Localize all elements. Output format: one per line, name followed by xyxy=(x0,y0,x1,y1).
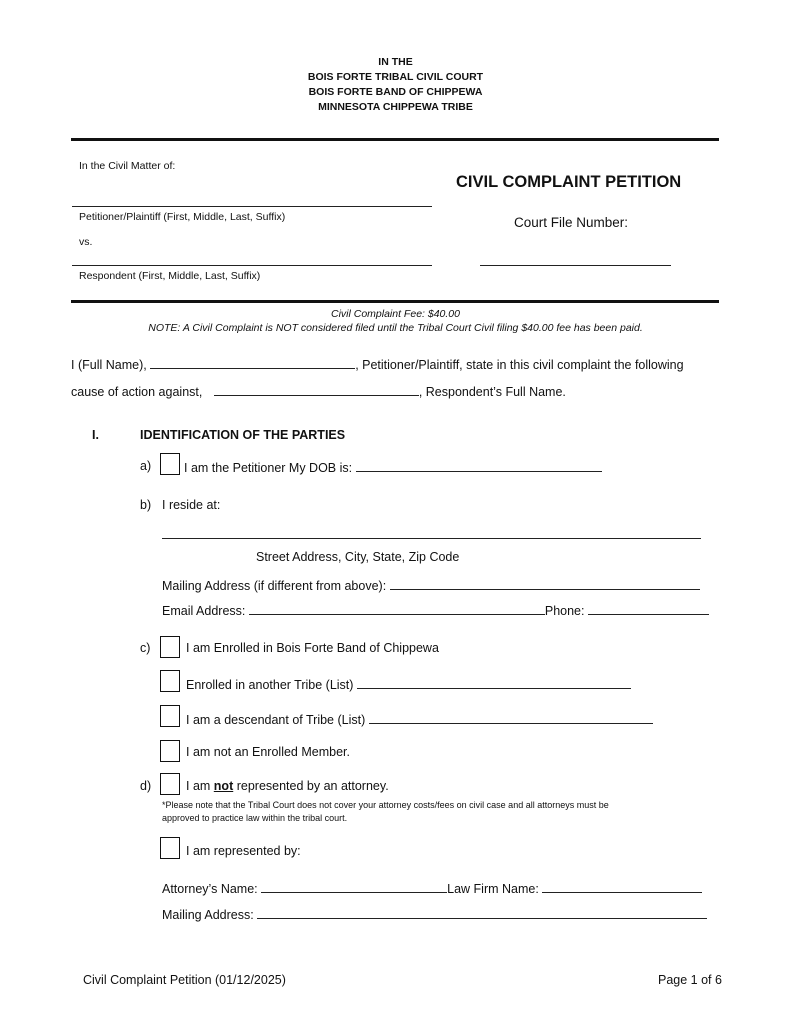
other-tribe-blank[interactable] xyxy=(357,676,631,689)
descendant-text: I am a descendant of Tribe (List) xyxy=(186,713,366,727)
enrolled-other-row xyxy=(186,676,631,692)
court-file-number-line[interactable] xyxy=(480,265,671,266)
caption-bottom-rule xyxy=(71,300,719,303)
footer-page-number: Page 1 of 6 xyxy=(658,973,722,987)
respondent-name-blank[interactable] xyxy=(214,383,419,396)
enrolled-other-tribe-checkbox[interactable] xyxy=(160,670,180,692)
descendant-row xyxy=(186,711,653,727)
enrolled-bois-forte-checkbox[interactable] xyxy=(160,636,180,658)
statement-part-3: cause of action against, xyxy=(71,385,203,399)
full-name-blank[interactable] xyxy=(150,356,355,369)
mailing-label: Mailing Address (if different from above): xyxy=(162,579,387,593)
statement-part-1: I (Full Name), xyxy=(71,358,147,372)
not-represented-pre: I am xyxy=(186,779,211,793)
section-numeral: I. xyxy=(92,428,99,442)
not-represented-checkbox[interactable] xyxy=(160,773,180,795)
attorney-note-line-1: *Please note that the Tribal Court does not cover your attorney costs/fees on civil case and all attorneys must be xyxy=(162,800,609,810)
statement-line-1 xyxy=(71,356,684,372)
not-enrolled-checkbox[interactable] xyxy=(160,740,180,762)
statement-part-4: , Respondent’s Full Name. xyxy=(418,385,566,399)
street-address-line[interactable] xyxy=(162,538,701,539)
petitioner-name-line[interactable] xyxy=(72,206,432,207)
attorney-row xyxy=(162,880,702,896)
court-header-line-3: BOIS FORTE BAND OF CHIPPEWA xyxy=(308,86,483,98)
footer-form-id: Civil Complaint Petition (01/12/2025) xyxy=(83,973,286,987)
email-label: Email Address: xyxy=(162,604,246,618)
phone-label: Phone: xyxy=(544,604,585,618)
respondent-name-line[interactable] xyxy=(72,265,432,266)
descendant-checkbox[interactable] xyxy=(160,705,180,727)
top-rule xyxy=(71,138,719,141)
descendant-tribe-blank[interactable] xyxy=(369,711,653,724)
phone-blank[interactable] xyxy=(588,602,709,615)
mailing-row xyxy=(162,577,700,593)
petitioner-checkbox[interactable] xyxy=(160,453,180,475)
item-b-text: I reside at: xyxy=(162,498,221,512)
mailing-address-blank[interactable] xyxy=(390,577,700,590)
court-header-line-2: BOIS FORTE TRIBAL CIVIL COURT xyxy=(307,71,484,83)
section-heading: IDENTIFICATION OF THE PARTIES xyxy=(140,428,346,442)
not-enrolled-text: I am not an Enrolled Member. xyxy=(186,745,350,759)
respondent-label: Respondent (First, Middle, Last, Suffix) xyxy=(79,270,261,282)
dob-blank[interactable] xyxy=(356,459,602,472)
attorney-mailing-row xyxy=(162,906,707,922)
not-represented-text xyxy=(186,779,389,793)
law-firm-blank[interactable] xyxy=(542,880,702,893)
attorney-note-line-2: approved to practice law within the tribal court. xyxy=(162,813,348,823)
email-blank[interactable] xyxy=(249,602,545,615)
item-d-label: d) xyxy=(140,779,152,793)
petitioner-label: Petitioner/Plaintiff (First, Middle, Last, Suffix) xyxy=(79,211,286,223)
attorney-name-blank[interactable] xyxy=(261,880,447,893)
item-c-label: c) xyxy=(140,641,151,655)
law-firm-label: Law Firm Name: xyxy=(447,882,539,896)
not-represented-post: represented by an attorney. xyxy=(236,779,389,793)
statement-line-2 xyxy=(71,383,566,399)
attorney-name-label: Attorney’s Name: xyxy=(162,882,258,896)
fee-amount: Civil Complaint Fee: $40.00 xyxy=(331,308,460,320)
court-header-line-4: MINNESOTA CHIPPEWA TRIBE xyxy=(318,101,473,113)
page-title: CIVIL COMPLAINT PETITION xyxy=(456,173,682,191)
represented-checkbox[interactable] xyxy=(160,837,180,859)
fee-note: NOTE: A Civil Complaint is NOT considered filed until the Tribal Court Civil filing $40.00 fee has been paid. xyxy=(148,322,643,334)
item-a-row xyxy=(184,459,602,475)
item-b-label: b) xyxy=(140,498,152,512)
item-a-text: I am the Petitioner My DOB is: xyxy=(184,461,353,475)
court-header-line-1: IN THE xyxy=(378,56,413,68)
attorney-note xyxy=(162,799,609,825)
statement-part-2: , Petitioner/Plaintiff, state in this civil complaint the following xyxy=(355,358,684,372)
enrolled-other-text: Enrolled in another Tribe (List) xyxy=(186,678,354,692)
vs-label: vs. xyxy=(79,236,93,248)
civil-matter-label: In the Civil Matter of: xyxy=(79,160,176,172)
represented-text: I am represented by: xyxy=(186,844,301,858)
attorney-mailing-label: Mailing Address: xyxy=(162,908,254,922)
street-address-caption: Street Address, City, State, Zip Code xyxy=(256,550,460,564)
court-file-number-label: Court File Number: xyxy=(514,215,629,230)
item-a-label: a) xyxy=(140,459,152,473)
not-emphasis: not xyxy=(213,779,234,793)
enrolled-bois-forte-text: I am Enrolled in Bois Forte Band of Chippewa xyxy=(186,641,439,655)
attorney-mailing-blank[interactable] xyxy=(257,906,707,919)
email-row xyxy=(162,602,709,618)
